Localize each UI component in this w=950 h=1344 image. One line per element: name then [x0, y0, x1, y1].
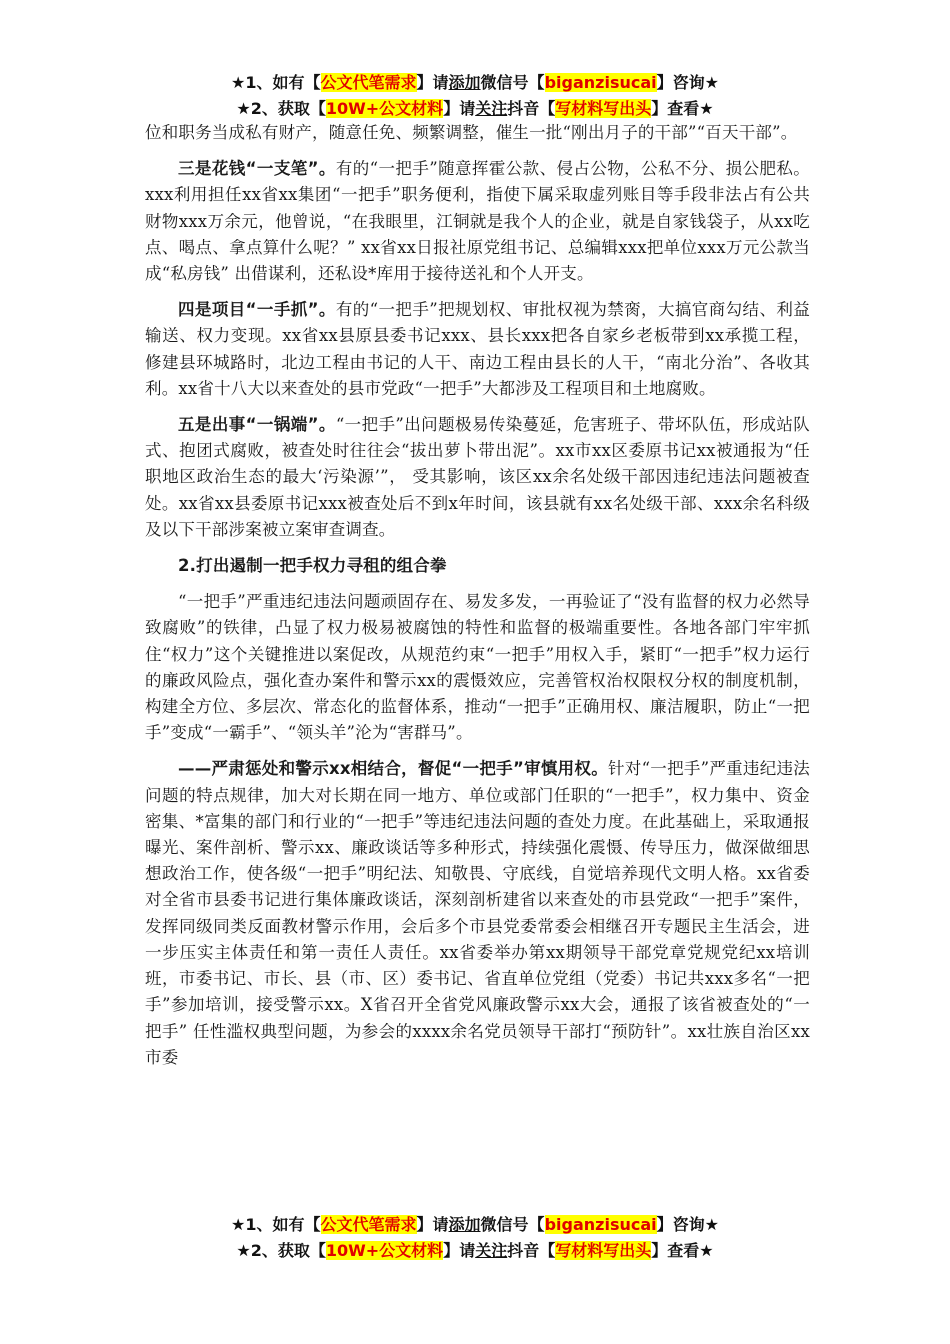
highlight-text: 10W+公文材料: [325, 1241, 444, 1260]
banner-text: 】咨询★: [656, 1215, 719, 1234]
banner-text: 】查看★: [651, 99, 714, 118]
paragraph: [145, 412, 810, 543]
underlined-text: 添加: [448, 73, 481, 92]
paragraph-text: 针对“一把手”严重违纪违法问题的特点规律，加大对长期在同一地方、单位或部门任职的“一把手”，权力集中、资金密集、*富集的部门和行业的“一把手”等违纪违法问题的查处力度。在此基础上，采取通报曝光、案件剖析、警示xx、廉政谈话等多种形式，持续强化震慑、传导压力，做深做细思想政治工作，使各级“一把手”明纪法、知敬畏、守底线，自觉培养现代文明人格。xx省委对全省市县委书记进行集体廉政谈话，深刻剖析建省以来查处的市县党政“一把手”案件，发挥同级同类反面教材警示作用，会后多个市县党委常委会相继召开专题民主生活会，进一步压实主体责任和第一责任人责任。xx省委举办第xx期领导干部党章党规党纪xx培训班，市委书记、市长、县（市、区）委书记、省直单位党组（党委）书记共xxx多名“一把手”参加培训，接受警示xx。X省召开全省党风廉政警示xx大会，通报了该省被查处的“一把手” 任性滥权典型问题，为参会的xxxx余名党员领导干部打“预防针”。xx壮族自治区xx市委: [145, 759, 810, 1067]
header-banner: [0, 70, 950, 122]
paragraph-text: 有的“一把手”随意挥霍公款、侵占公物，公私不分、损公肥私。xxx利用担任xx省xx集团“一把手”职务便利，指使下属采取虚列账目等手段非法占有公共财物xxx万余元，他曾说，“在我眼里，江铜就是我个人的企业，就是自家钱袋子，从xx吃点、喝点、拿点算什么呢？” xx省xx日报社原党组书记、总编辑xxx把单位xxx万元公款当成“私房钱” 出借谋利，还私设*库用于接待送礼和个人开支。: [145, 159, 810, 284]
footer-banner: [0, 1212, 950, 1264]
underlined-text: 关注: [475, 99, 508, 118]
underlined-text: 添加: [448, 1215, 481, 1234]
highlight-text: 写材料写出头: [555, 99, 652, 118]
banner-line-1: [0, 70, 950, 96]
paragraph: [145, 156, 810, 287]
paragraph-lead: ——严肃惩处和警示xx相结合，督促“一把手”审慎用权。: [178, 759, 608, 779]
document-body: [145, 120, 810, 1081]
highlight-text: 公文代笔需求: [320, 73, 417, 92]
banner-text: 】咨询★: [656, 73, 719, 92]
banner-text: ★2、获取【: [236, 1241, 326, 1260]
banner-text: 微信号【: [480, 73, 545, 92]
banner-line-2: [0, 1238, 950, 1264]
banner-text: 】请: [416, 73, 449, 92]
highlight-text: biganzisucai: [544, 1215, 657, 1234]
banner-text: 】请: [443, 99, 476, 118]
paragraph-text: “一把手”出问题极易传染蔓延，危害班子、带坏队伍，形成站队式、抱团式腐败，被查处时往往会“拔出萝卜带出泥”。xx市xx区委原书记xx被通报为“任职地区政治生态的最大‘污染源’”， 受其影响，该区xx余名处级干部因违纪违法问题被查处。xx省xx县委原书记xxx被查处后不到x年时间，该县就有xx名处级干部、xxx余名科级及以下干部涉案被立案审查调查。: [145, 415, 810, 539]
banner-text: 】查看★: [651, 1241, 714, 1260]
highlight-text: biganzisucai: [544, 73, 657, 92]
banner-text: 抖音【: [507, 1241, 556, 1260]
paragraph: [145, 297, 810, 402]
banner-text: 】请: [416, 1215, 449, 1234]
paragraph: “一把手”严重违纪违法问题顽固存在、易发多发，一再验证了“没有监督的权力必然导致腐败”的铁律，凸显了权力极易被腐蚀的特性和监督的极端重要性。各地各部门牢牢抓住“权力”这个关键推进以案促改，从规范约束“一把手”用权入手，紧盯“一把手”权力运行的廉政风险点，强化查办案件和警示xx的震慑效应，完善管权治权限权分权的制度机制，构建全方位、多层次、常态化的监督体系，推动“一把手”正确用权、廉洁履职，防止“一把手”变成“一霸手”、“领头羊”沦为“害群马”。: [145, 592, 810, 743]
paragraph-text: 有的“一把手”把规划权、审批权视为禁脔，大搞官商勾结、利益输送、权力变现。xx省xx县原县委书记xxx、县长xxx把各自家乡老板带到xx承揽工程，修建县环城路时，北边工程由书记的人干、南边工程由县长的人干，“南北分治”、各收其利。xx省十八大以来查处的县市党政“一把手”大都涉及工程项目和土地腐败。: [145, 300, 810, 398]
banner-line-1: [0, 1212, 950, 1238]
banner-text: ★2、获取【: [236, 99, 326, 118]
paragraph-lead: 五是出事“一锅端”。: [178, 415, 336, 435]
banner-text: 】请: [443, 1241, 476, 1260]
paragraph: 位和职务当成私有财产，随意任免、频繁调整，催生一批“刚出月子的干部”“百天干部”。: [145, 123, 798, 142]
highlight-text: 10W+公文材料: [325, 99, 444, 118]
paragraph-lead: 三是花钱“一支笔”。: [178, 159, 336, 179]
banner-text: 抖音【: [507, 99, 556, 118]
paragraph-lead: 四是项目“一手抓”。: [178, 300, 336, 320]
banner-text: ★1、如有【: [231, 73, 321, 92]
section-heading: 2.打出遏制一把手权力寻租的组合拳: [178, 556, 447, 576]
banner-line-2: [0, 96, 950, 122]
underlined-text: 关注: [475, 1241, 508, 1260]
paragraph: [145, 756, 810, 1070]
highlight-text: 公文代笔需求: [320, 1215, 417, 1234]
banner-text: ★1、如有【: [231, 1215, 321, 1234]
highlight-text: 写材料写出头: [555, 1241, 652, 1260]
banner-text: 微信号【: [480, 1215, 545, 1234]
